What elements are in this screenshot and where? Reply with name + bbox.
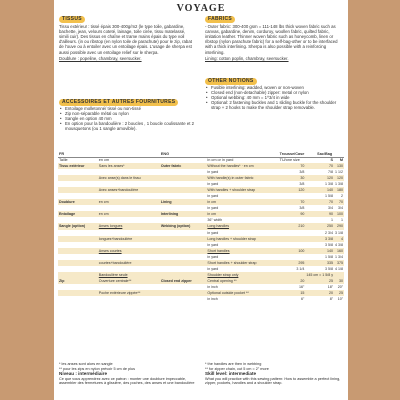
cell-case: 90 [279, 211, 306, 217]
cell-bag-s: 3 3/8 [305, 236, 334, 242]
fr-fabric-text: Tissu extérieur : tissé épais 300-400g/m2 (le type toile, gabardine, bachette, jean, velours coteté, lainage, toile cirée, tissu matelassé, simili cuir). Des tissus en chaîne et trame mains épais du type voil d'ailleurs. (in ou ribstop (en nylon toile de parachute) pour le zip, rabat de l'ouve ou à entoiler avec un entoilage épais. L'usage de sherpa est aussi possible avec un entoilage relief sur le sherpa. [59, 24, 192, 55]
cell-case: 15 [279, 290, 306, 296]
cell-bag-m: 25 [334, 290, 344, 296]
cell-eng-detail: Central opening ** [206, 278, 278, 284]
cell-fr-detail: Sans les anses* [98, 163, 160, 169]
cell-bag-m: 1 3/4 [335, 254, 343, 259]
cell-fr-category: Tissu extérieur [58, 163, 98, 169]
cell-fr-detail: Poche extérieure zippée** [98, 290, 160, 296]
en-notion-item: • Optional: 2 fastening buckles and 1 sliding buckle for the shoulder strap + 2 hooks to make the shoulder strap removable. [205, 100, 343, 110]
cell-case: 3/8 [299, 170, 305, 175]
subheader-in: in cm or in yard [207, 158, 234, 163]
materials-section [59, 16, 343, 150]
cell-bag-m: 160 [334, 248, 344, 254]
footer-en [205, 362, 345, 386]
cell-eng-detail: Without the handles* · en cm [206, 163, 278, 169]
col-header-bag: Sac/Bag [305, 151, 344, 157]
cell-fr-detail: Anses longues [98, 223, 160, 229]
cell-bag-m: 10" [337, 297, 343, 302]
en-notions-list [205, 85, 343, 110]
cell-eng-detail: With handle(s) in outer fabric [206, 175, 278, 181]
cell-fr-detail: Avec anses+bandoulière [98, 187, 160, 193]
cell-fr-category: Sangle (option) [58, 223, 98, 229]
cell-eng-detail: in yard [207, 194, 219, 199]
en-skills-text: What you will practice with this sewing pattern: How to assemble a perfect lining, zipper, pockets, handles and a shoulder strap. [205, 376, 341, 385]
cell-fr-detail: Bandoulière seule [98, 272, 160, 278]
subheader-onesize: TU/one size [279, 158, 300, 163]
cell-fr-detail: Anses courtes [98, 248, 160, 254]
subheader-cm: en cm [98, 158, 110, 163]
cell-eng-category [160, 296, 207, 302]
cell-case: 100 [279, 248, 306, 254]
cell-bag-s: 7/8 [328, 170, 333, 175]
cell-case: 295 [279, 260, 306, 266]
fr-notion-item: • En option pour la bandoulière : 2 boucles , 1 boucle coulissante et 2 mousquetons (ou 1 sangle amovible). [59, 121, 195, 131]
cell-case: 210 [279, 223, 306, 229]
table-row [58, 296, 344, 302]
cell-eng-detail: in cm [206, 199, 278, 205]
cell-bag-m: 3/4 [338, 206, 343, 211]
cell-bag-s: 145 cm = 1 5/8 y [306, 272, 333, 277]
cell-eng-detail: in yard [207, 182, 219, 187]
cell-fr-category: Doublure [58, 199, 98, 205]
cell-bag-m: 3 1/8 [335, 230, 343, 235]
cell-bag-m: 180 [334, 187, 344, 193]
cell-bag-m: 20" [337, 284, 343, 289]
cell-eng-detail: in yard [207, 254, 219, 259]
cell-fr-category: Entoilage [58, 211, 98, 217]
cell-bag-s: 3/4 [328, 206, 333, 211]
cell-bag-s: 18" [327, 284, 333, 289]
fr-notion-item: • Sangle en option 40 mm [59, 116, 195, 121]
subheader-m: M [339, 158, 343, 163]
cell-eng-category: Interlining [160, 211, 207, 217]
en-fabric-heading: FABRICS [205, 16, 235, 23]
cell-eng-detail: in cm [206, 211, 278, 217]
cell-eng-category: Closed end zipper [160, 278, 207, 284]
cell-eng-detail: in yard [207, 242, 219, 247]
cell-case: 16" [299, 284, 305, 289]
en-skill-level: Skill level: intermediate [205, 371, 257, 376]
cell-bag-m: 1 3/8 [335, 182, 343, 187]
cell-bag-m: 2 [341, 194, 343, 199]
en-lining-text: Lining: cotton poplin, chambray, seersucker. [205, 55, 289, 61]
cell-bag-m: 70 [334, 199, 344, 205]
cell-bag-s: 1 5/8 [325, 254, 333, 259]
cell-fr-detail: longues+bandoulière [98, 236, 160, 242]
page-title: VOYAGE [176, 3, 226, 14]
cell-case: 3/8 [299, 182, 305, 187]
cell-bag-s: 70 [305, 199, 334, 205]
fr-notions-heading: ACCESSOIRES ET AUTRES FOURNITURES [59, 99, 178, 106]
cell-bag-s: 335 [305, 260, 334, 266]
footer-fr [59, 362, 199, 386]
cell-eng-detail: With handles + shoulder strap [206, 187, 278, 193]
cell-eng-category: Outer fabric [160, 163, 207, 169]
cell-bag-s: 25 [305, 278, 334, 284]
cell-bag-m: 30 [334, 278, 344, 284]
cell-bag-s: 1 5/8 [325, 194, 333, 199]
cell-bag-s: 8" [329, 297, 333, 302]
cell-eng-detail: Short handles + shoulder strap [206, 260, 278, 266]
col-header-case: Trousse/Case [279, 151, 305, 156]
cell-bag-m: 375 [334, 260, 344, 266]
yardage-table-body [58, 163, 344, 302]
pattern-sheet [54, 0, 348, 400]
cell-fr-detail: courtes+bandoulière [98, 260, 160, 266]
cell-eng-detail: Short handles [206, 248, 278, 254]
cell-eng-detail: Shoulder strap only [206, 272, 278, 278]
cell-bag-s: 2 3/4 [325, 230, 333, 235]
fr-notion-item: • Zip non-séparable métal ou nylon [59, 111, 195, 116]
en-note-1: * the handles are then in webbing [205, 362, 262, 366]
cell-eng-detail: 36" width [207, 218, 223, 223]
cell-eng-detail: in yard [207, 170, 219, 175]
cell-eng-detail: in inch [207, 284, 218, 289]
cell-bag-m: 4 3/8 [335, 242, 343, 247]
cell-bag-m: 4 [334, 236, 344, 242]
col-header-fr: FR [58, 151, 98, 157]
cell-case: 30 [279, 175, 306, 181]
cell-bag-m: 120 [334, 175, 344, 181]
fr-note-1: * les anses sont alors en sangle [59, 362, 113, 366]
en-note-2: ** for zipper chain, cut 5 cm = 2" more [205, 366, 269, 371]
en-fabric-text: - Outer fabric: 300-400 gsm = 111-148 lbs thick woven fabric such as canvas, gabardine, denim, corduroy, woollen fabric, quilted fabric, imitation leather. Thinner woven fabric such as honeycomb, linen or ribstop (nylon parachute fabric) for a self-bag-other or to be interfaced with a thick interlining. Sherpa is also possible with a reinforcing interlining. [205, 24, 338, 55]
fr-lining-text: Doublure : popeline, chambray, seersucker. [59, 55, 142, 61]
cell-case: 3/8 [299, 206, 305, 211]
cell-bag-m: 100 [334, 211, 344, 217]
col-header-eng: ENG [160, 151, 207, 157]
cell-fr-detail: en cm [98, 199, 160, 205]
cell-bag-s: 1 3/8 [325, 182, 333, 187]
cell-eng-detail: in yard [207, 230, 219, 235]
en-notions-box [205, 78, 343, 111]
cell-case: 120 [279, 187, 306, 193]
cell-eng-detail: Long handles [206, 223, 278, 229]
cell-eng-detail: in yard [207, 266, 219, 271]
cell-case: 6" [301, 297, 305, 302]
en-notion-item: • Optional webbing: 40 mm = 1^3/4 in wide [205, 95, 343, 100]
cell-fr-detail: en cm [98, 211, 160, 217]
cell-bag-m: 4 1/8 [335, 266, 343, 271]
cell-case: 20 [279, 278, 306, 284]
cell-bag-s: 20 [305, 290, 334, 296]
subheader-size: Taille [59, 158, 68, 163]
cell-fr-detail: Avec anse(s) dans le tissu [98, 175, 160, 181]
cell-bag-s: 90 [305, 211, 334, 217]
yardage-table [58, 151, 344, 302]
fr-notions-box [59, 99, 195, 132]
cell-eng-category: Webbing (option) [160, 223, 207, 229]
cell-eng-category: Lining [160, 199, 207, 205]
en-fabric-box [205, 16, 343, 61]
fr-fabric-heading: TISSUS [59, 16, 85, 23]
en-notion-item: • Closed end (non-detachable) zipper: metal or nylon [205, 90, 343, 95]
cell-bag-s: 120 [305, 175, 334, 181]
cell-bag-s: 3 5/8 [325, 242, 333, 247]
en-notion-item: • Fusible interlining: wadded, woven or non-woven [205, 85, 343, 90]
cell-bag-s: 140 [305, 187, 334, 193]
fr-fabric-box [59, 16, 195, 61]
cell-bag-m: 1 1/2 [335, 170, 343, 175]
cell-fr-detail [98, 296, 160, 302]
cell-bag-m: 1 [341, 218, 343, 223]
fr-notion-item: • Entoilage molletonné/ tissé ou non-tissé [59, 106, 195, 111]
subheader-s: S [330, 158, 333, 163]
fr-skills-text: Ce que vous apprendrez avec ce patron : monter une doublure impeccable, assembler des fermetures à glissière, des poches, des anses et une bandoulière [59, 376, 195, 385]
cell-eng-detail: Optional outside pocket ** [206, 290, 278, 296]
cell-case: 70 [279, 199, 306, 205]
cell-eng-detail: in inch [207, 297, 218, 302]
fr-skill-level: Niveau : intermédiaire [59, 371, 107, 376]
cell-bag-s: 140 [305, 248, 334, 254]
cell-eng-detail: in yard [207, 206, 219, 211]
cell-bag-s: 3 5/8 [325, 266, 333, 271]
cell-bag-s: 70 [305, 163, 334, 169]
cell-bag-m: 130 [334, 163, 344, 169]
cell-case: 3 1/4 [296, 266, 305, 271]
cell-case: 70 [279, 163, 306, 169]
cell-bag-m: 290 [334, 223, 344, 229]
cell-bag-s: 1 [331, 218, 333, 223]
fr-notions-list [59, 106, 195, 131]
cell-fr-detail: Ouverture centrale** [98, 278, 160, 284]
cell-eng-detail: Long handles + shoulder strap [206, 236, 278, 242]
cell-fr-category [58, 296, 98, 302]
cell-bag-s: 250 [305, 223, 334, 229]
fr-note-2: ** pour les zips en nylon prévoir 5 cm de plus [59, 366, 135, 371]
en-notions-heading: OTHER NOTIONS [205, 78, 257, 85]
cell-fr-category: Zip [58, 278, 98, 284]
